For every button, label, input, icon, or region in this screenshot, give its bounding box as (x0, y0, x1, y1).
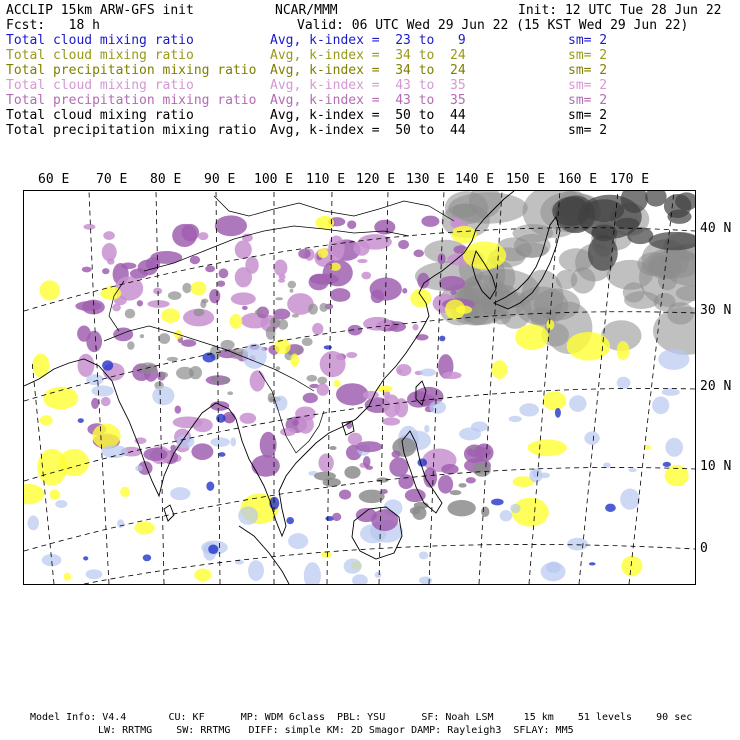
cloud-cell (91, 385, 114, 396)
cloud-cell (356, 508, 377, 522)
center-label: NCAR/MMM (275, 3, 338, 18)
legend-field: Total precipitation mixing ratio (6, 123, 257, 138)
cloud-cell (168, 291, 181, 300)
cloud-cell (398, 474, 414, 489)
legend-avg: Avg, k-index = 23 to 9 (270, 33, 466, 48)
lat-label: 0 (700, 541, 708, 556)
cloud-cell (288, 533, 308, 549)
cloud-cell (500, 510, 513, 521)
cloud-cell (112, 304, 121, 312)
cloud-cell (37, 449, 67, 486)
cloud-cell (421, 216, 439, 227)
cloud-cell (191, 443, 213, 460)
legend-row (6, 123, 736, 138)
cloud-cell (238, 506, 258, 524)
cloud-cell (546, 320, 554, 331)
cloud-cell (514, 234, 551, 258)
cloud-cell (182, 283, 191, 293)
legend-sm: sm= 2 (568, 123, 608, 138)
cloud-cell (384, 403, 389, 407)
cloud-cell (424, 425, 429, 433)
cloud-cell (242, 306, 248, 310)
cloud-cell (667, 302, 694, 325)
cloud-cell (438, 475, 453, 494)
cloud-cell (297, 415, 314, 433)
cloud-cell (170, 487, 190, 500)
cloud-cell (662, 388, 680, 396)
coastline-srilanka (164, 505, 174, 521)
cloud-cell (419, 552, 428, 560)
cloud-cell (64, 573, 71, 581)
cloud-cell (417, 459, 427, 467)
cloud-cell (198, 232, 209, 240)
cloud-cell (615, 218, 639, 229)
lon-label: 90 E (204, 172, 236, 187)
cloud-cell (354, 240, 370, 255)
cloud-cell (303, 393, 318, 403)
cloud-cell (492, 360, 508, 379)
legend-avg: Avg, k-index = 50 to 44 (270, 108, 466, 123)
lon-label: 130 E (406, 172, 446, 187)
lon-label: 140 E (455, 172, 495, 187)
legend-field: Total precipitation mixing ratio (6, 93, 257, 108)
cloud-cell (620, 489, 640, 510)
cloud-cell (161, 308, 180, 322)
cloud-cell (541, 562, 566, 581)
cloud-cell (159, 333, 171, 344)
cloud-cell (210, 437, 230, 446)
lon-label: 70 E (96, 172, 128, 187)
cloud-cell (312, 323, 323, 335)
cloud-cell (295, 346, 302, 353)
cloud-cell (153, 288, 162, 295)
cloud-cell (146, 257, 161, 270)
cloud-cell (333, 380, 340, 387)
cloud-cell (288, 281, 297, 289)
cloud-cell (447, 500, 475, 516)
cloud-cell (219, 268, 229, 278)
cloud-cell (91, 398, 99, 409)
cloud-cell (274, 259, 288, 276)
lat-label: 30 N (700, 303, 732, 318)
cloud-cell (83, 556, 88, 560)
cloud-cell (102, 268, 109, 274)
cloud-cell (392, 450, 401, 457)
legend-row (6, 78, 736, 93)
cloud-cell (103, 231, 115, 240)
cloud-cell (352, 574, 368, 584)
init-time: Init: 12 UTC Tue 28 Jun 22 (518, 3, 722, 18)
cloud-cell (152, 386, 174, 405)
cloud-cell (216, 414, 225, 423)
cloud-cell (347, 220, 356, 229)
cloud-cell (451, 226, 477, 243)
cloud-cell (509, 416, 522, 422)
cloud-cell (181, 339, 196, 347)
cloud-cell (567, 332, 611, 360)
cloud-cell (125, 309, 136, 319)
cloud-cell (621, 556, 642, 576)
cloud-cell (143, 554, 151, 561)
cloud-cell (208, 545, 218, 554)
legend-row (6, 33, 736, 48)
legend-row (6, 93, 736, 108)
cloud-cell (78, 418, 84, 423)
cloud-cell (209, 289, 220, 303)
lon-label: 160 E (558, 172, 598, 187)
cloud-cell (617, 377, 631, 389)
cloud-cell (194, 569, 211, 582)
cloud-cell (40, 280, 61, 300)
cloud-cell (250, 370, 265, 391)
cloud-cell (346, 352, 357, 358)
cloud-cell (645, 445, 651, 450)
cloud-cell (363, 391, 379, 399)
cloud-cell (231, 292, 256, 305)
cloud-cell (382, 417, 400, 425)
cloud-cell (332, 513, 341, 521)
cloud-cell (357, 259, 367, 263)
cloud-cell (86, 374, 104, 385)
cloud-cell (344, 559, 362, 574)
cloud-cell (181, 224, 199, 241)
cloud-cell (441, 464, 458, 474)
lon-label: 60 E (38, 172, 70, 187)
cloud-cell (92, 423, 120, 448)
cloud-cell (321, 552, 332, 558)
cloud-cell (339, 489, 351, 499)
cloud-cell (274, 339, 290, 354)
cloud-cell (410, 289, 431, 308)
cloud-cell (317, 383, 329, 395)
cloud-cell (330, 288, 351, 302)
cloud-cell (589, 562, 596, 565)
cloud-cell (363, 317, 392, 331)
cloud-cell (481, 507, 489, 517)
cloud-cell (569, 395, 586, 412)
legend-row (6, 108, 736, 123)
cloud-cell (55, 500, 67, 508)
cloud-cell (318, 453, 333, 472)
cloud-cell (203, 352, 216, 362)
cloud-cell (135, 465, 143, 471)
cloud-cell (605, 504, 616, 512)
cloud-cell (665, 438, 683, 457)
cloud-cell (645, 191, 666, 207)
cloud-cell (175, 406, 182, 414)
meridian (216, 191, 220, 584)
cloud-cell (206, 482, 214, 491)
cloud-cell (143, 448, 167, 461)
lon-label: 170 E (610, 172, 650, 187)
cloud-cell (100, 286, 121, 300)
footer-physics-info: LW: RRTMG SW: RRTMG DIFF: simple KM: 2D Smagor DAMP: Rayleigh3 SFLAY: MM5 (98, 725, 574, 736)
cloud-cell (275, 297, 283, 300)
cloud-cell (361, 272, 371, 280)
cloud-cell (102, 243, 117, 261)
cloud-cell (471, 446, 476, 450)
cloud-cell (230, 437, 236, 446)
cloud-cell (190, 256, 200, 264)
cloud-cell (329, 446, 336, 450)
cloud-cell (663, 462, 671, 467)
legend-sm: sm= 2 (568, 63, 608, 78)
cloud-cell (159, 372, 168, 378)
cloud-cell (113, 328, 133, 342)
cloud-cell (210, 401, 229, 411)
cloud-cell (235, 240, 252, 259)
legend-sm: sm= 2 (568, 48, 608, 63)
cloud-cell (280, 428, 296, 436)
cloud-cell (290, 289, 294, 293)
parallel (84, 544, 695, 584)
cloud-cell (412, 324, 418, 331)
cloud-cell (201, 299, 208, 304)
cloud-cell (242, 234, 253, 242)
lon-label: 100 E (254, 172, 294, 187)
cloud-cell (324, 345, 332, 349)
cloud-cell (176, 367, 194, 380)
cloud-cell (306, 375, 317, 382)
forecast-hour: Fcst: 18 h (6, 18, 100, 33)
legend-avg: Avg, k-index = 43 to 35 (270, 78, 466, 93)
cloud-cell (310, 274, 339, 285)
cloud-cell (298, 249, 310, 259)
cloud-cell (543, 391, 567, 410)
legend-sm: sm= 2 (568, 108, 608, 123)
cloud-cell (102, 360, 113, 370)
cloud-cell (270, 317, 281, 328)
cloud-cell (248, 560, 264, 581)
cloud-cell (82, 267, 92, 273)
legend-row (6, 63, 736, 78)
cloud-cell (473, 462, 491, 476)
title-left: ACCLIP 15km ARW-GFS init (6, 3, 194, 18)
cloud-cell (515, 324, 549, 350)
cloud-cell (652, 396, 669, 414)
cloud-cell (215, 215, 247, 236)
cloud-cell (212, 376, 221, 384)
cloud-cell (137, 300, 143, 306)
lat-label: 20 N (700, 379, 732, 394)
cloud-cell (24, 484, 44, 504)
cloud-cell (624, 291, 659, 309)
cloud-cell (555, 408, 561, 418)
cloud-cell (429, 401, 446, 414)
cloud-cell (510, 504, 520, 513)
legend-field: Total precipitation mixing ratio (6, 63, 257, 78)
cloud-cell (471, 421, 488, 431)
cloud-cell (229, 314, 242, 329)
cloud-cell (439, 276, 465, 291)
cloud-cell (304, 562, 321, 584)
cloud-cell (86, 569, 103, 579)
cloud-cell (571, 267, 596, 293)
cloud-cell (140, 334, 144, 338)
cloud-cell (658, 349, 689, 370)
cloud-cell (491, 499, 504, 506)
parallel (24, 467, 695, 551)
legend-avg: Avg, k-index = 34 to 24 (270, 48, 466, 63)
cloud-cell (130, 269, 148, 279)
cloud-cell (402, 288, 407, 294)
cloud-cell (319, 303, 327, 312)
lon-label: 150 E (506, 172, 546, 187)
lon-label: 120 E (356, 172, 396, 187)
cloud-cell (193, 309, 204, 317)
cloud-cell (458, 483, 466, 487)
cloud-cell (221, 377, 229, 384)
map-canvas (24, 191, 695, 584)
cloud-cell (240, 413, 257, 424)
cloud-cell (584, 431, 599, 444)
cloud-cell (292, 314, 299, 318)
cloud-cell (527, 439, 566, 456)
lon-label: 80 E (150, 172, 182, 187)
legend-field: Total cloud mixing ratio (6, 48, 194, 63)
lat-label: 40 N (700, 221, 732, 236)
cloud-cell (466, 477, 476, 483)
cloud-cell (117, 519, 124, 528)
cloud-cell (413, 249, 423, 257)
cloud-cell (120, 487, 130, 497)
cloud-cell (396, 364, 411, 376)
lon-label: 110 E (306, 172, 346, 187)
cloud-cell (50, 489, 61, 500)
cloud-cell (317, 377, 327, 385)
legend-row (6, 48, 736, 63)
cloud-cell (286, 517, 294, 524)
footer-model-info: Model Info: V4.4 CU: KF MP: WDM 6class PBL: YSU SF: Noah LSM 15 km 51 levels 90 sec (30, 712, 693, 723)
cloud-cell (529, 468, 542, 482)
cloud-cell (251, 455, 280, 477)
cloud-cell (86, 331, 102, 352)
legend-sm: sm= 2 (568, 93, 608, 108)
cloud-cell (629, 468, 637, 472)
cloud-cell (419, 577, 432, 584)
cloud-cell (617, 341, 630, 360)
cloud-cell (320, 351, 346, 377)
cloud-cell (292, 419, 299, 426)
cloud-cell (127, 341, 134, 350)
legend-avg: Avg, k-index = 50 to 44 (270, 123, 466, 138)
cloud-cell (217, 280, 225, 286)
cloud-cell (245, 256, 258, 273)
legend-avg: Avg, k-index = 34 to 24 (270, 63, 466, 78)
legend-avg: Avg, k-index = 43 to 35 (270, 93, 466, 108)
cloud-cell (308, 304, 318, 315)
cloud-cell (398, 240, 409, 249)
cloud-cell (167, 357, 178, 361)
cloud-cell (255, 310, 262, 315)
cloud-cell (314, 472, 336, 481)
cloud-cell (456, 306, 472, 314)
cloud-cell (28, 516, 39, 531)
cloud-cell (134, 521, 154, 534)
cloud-cell (75, 301, 101, 311)
cloud-cell (420, 369, 436, 377)
cloud-cell (442, 372, 462, 379)
legend-sm: sm= 2 (568, 33, 608, 48)
cloud-cell (290, 354, 299, 367)
legend-field: Total cloud mixing ratio (6, 78, 194, 93)
cloud-cell (101, 397, 111, 406)
cloud-cell (363, 456, 371, 467)
cloud-cell (439, 336, 445, 342)
cloud-cell (567, 538, 588, 551)
cloud-cell (191, 281, 207, 295)
valid-time: Valid: 06 UTC Wed 29 Jun 22 (15 KST Wed 29 Jun 22) (297, 18, 689, 33)
cloud-cell (302, 337, 313, 346)
cloud-cell (356, 441, 383, 452)
cloud-cell (371, 289, 384, 303)
cloud-cell (218, 452, 225, 457)
cloud-cell (40, 415, 53, 425)
cloud-cell (318, 248, 328, 258)
cloud-cell (519, 403, 539, 416)
map-panel (23, 190, 696, 585)
cloud-cell (83, 224, 95, 230)
cloud-cell (227, 391, 233, 395)
cloud-cell (205, 265, 215, 272)
legend-sm: sm= 2 (568, 78, 608, 93)
lat-label: 10 N (700, 459, 732, 474)
cloud-cell (344, 466, 360, 479)
legend-field: Total cloud mixing ratio (6, 108, 194, 123)
cloud-cell (389, 457, 408, 477)
legend-field: Total cloud mixing ratio (6, 33, 194, 48)
cloud-cell (328, 235, 344, 260)
cloud-cell (121, 263, 136, 270)
cloud-cell (450, 290, 456, 295)
cloud-cell (77, 354, 94, 377)
cloud-cell (375, 572, 382, 578)
cloud-cell (450, 490, 462, 495)
